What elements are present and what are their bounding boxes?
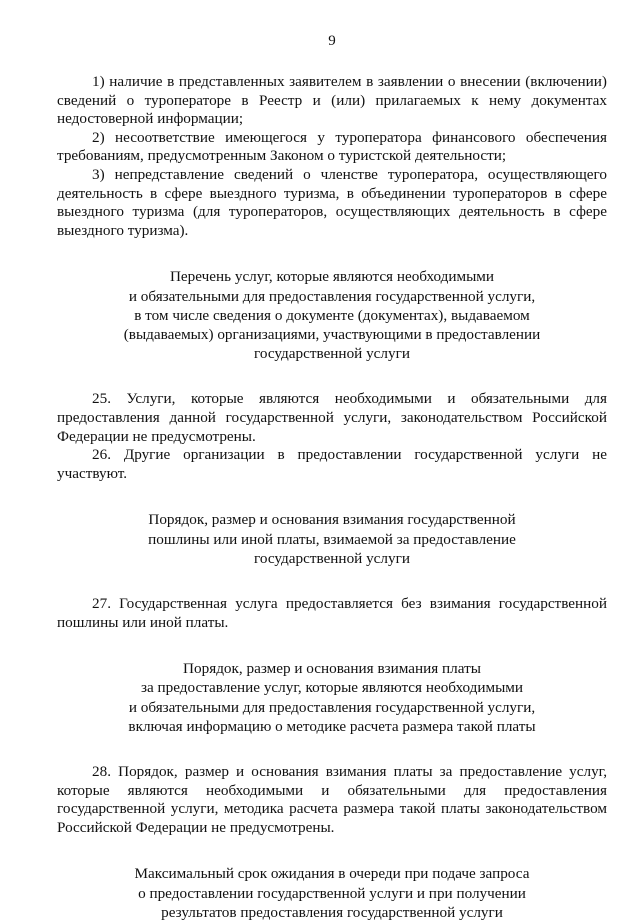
- paragraph-28: 28. Порядок, размер и основания взимания платы за предоставление услуг, которые являются необходимыми и обязательными для предоставления государственной услуги, методика расчета размера такой платы законодательством Российской Федерации не предусмотрены.: [57, 762, 607, 836]
- heading-line: Порядок, размер и основания взимания платы: [183, 660, 481, 678]
- list-item-3: 3) непредставление сведений о членстве туроператора, осуществляющего деятельность в сфере выездного туризма, в объединении туроператоров в сфере выездного туризма (для туроператоров, осуществляющих деятельность в сфере выездного туризма).: [57, 165, 607, 239]
- heading-line: и обязательными для предоставления государственной услуги,: [128, 287, 536, 305]
- heading-line: и обязательными для предоставления государственной услуги,: [128, 698, 536, 716]
- list-item-1: 1) наличие в представленных заявителем в заявлении о внесении (включении) сведений о туроператоре в Реестр и (или) прилагаемых к нему документах недостоверной информации;: [57, 73, 607, 128]
- section-heading-queue-time: [57, 864, 607, 922]
- paragraph-26: 26. Другие организации в предоставлении государственной услуги не участвуют.: [57, 446, 607, 482]
- heading-line: результатов предоставления государственной услуги: [161, 903, 503, 921]
- heading-line: Максимальный срок ожидания в очереди при подаче запроса: [134, 865, 530, 883]
- page-number: 9: [328, 33, 336, 49]
- heading-line: о предоставлении государственной услуги и при получении: [138, 884, 526, 902]
- heading-line: государственной услуги: [254, 549, 410, 567]
- heading-line: (выдаваемых) организациями, участвующими в предоставлении: [123, 325, 541, 343]
- section-heading-fee-procedure: [57, 659, 607, 736]
- paragraph-25: 25. Услуги, которые являются необходимыми и обязательными для предоставления данной государственной услуги, законодательством Российской Федерации не предусмотрены.: [57, 390, 607, 445]
- heading-line: пошлины или иной платы, взимаемой за предоставление: [148, 530, 516, 548]
- heading-line: государственной услуги: [254, 345, 410, 363]
- heading-line: за предоставление услуг, которые являются необходимыми: [140, 679, 524, 697]
- heading-line: в том числе сведения о документе (документах), выдаваемом: [134, 306, 530, 324]
- heading-line: Порядок, размер и основания взимания государственной: [148, 511, 516, 529]
- list-item-2: 2) несоответствие имеющегося у туроператора финансового обеспечения требованиям, предусмотренным Законом о туристской деятельности;: [57, 128, 607, 165]
- heading-line: Перечень услуг, которые являются необходимыми: [169, 268, 495, 286]
- paragraph-27: 27. Государственная услуга предоставляется без взимания государственной пошлины или иной платы.: [57, 594, 607, 631]
- heading-line: включая информацию о методике расчета размера такой платы: [128, 717, 536, 735]
- section-heading-services-list: [57, 267, 607, 363]
- section-heading-state-duty: [57, 510, 607, 568]
